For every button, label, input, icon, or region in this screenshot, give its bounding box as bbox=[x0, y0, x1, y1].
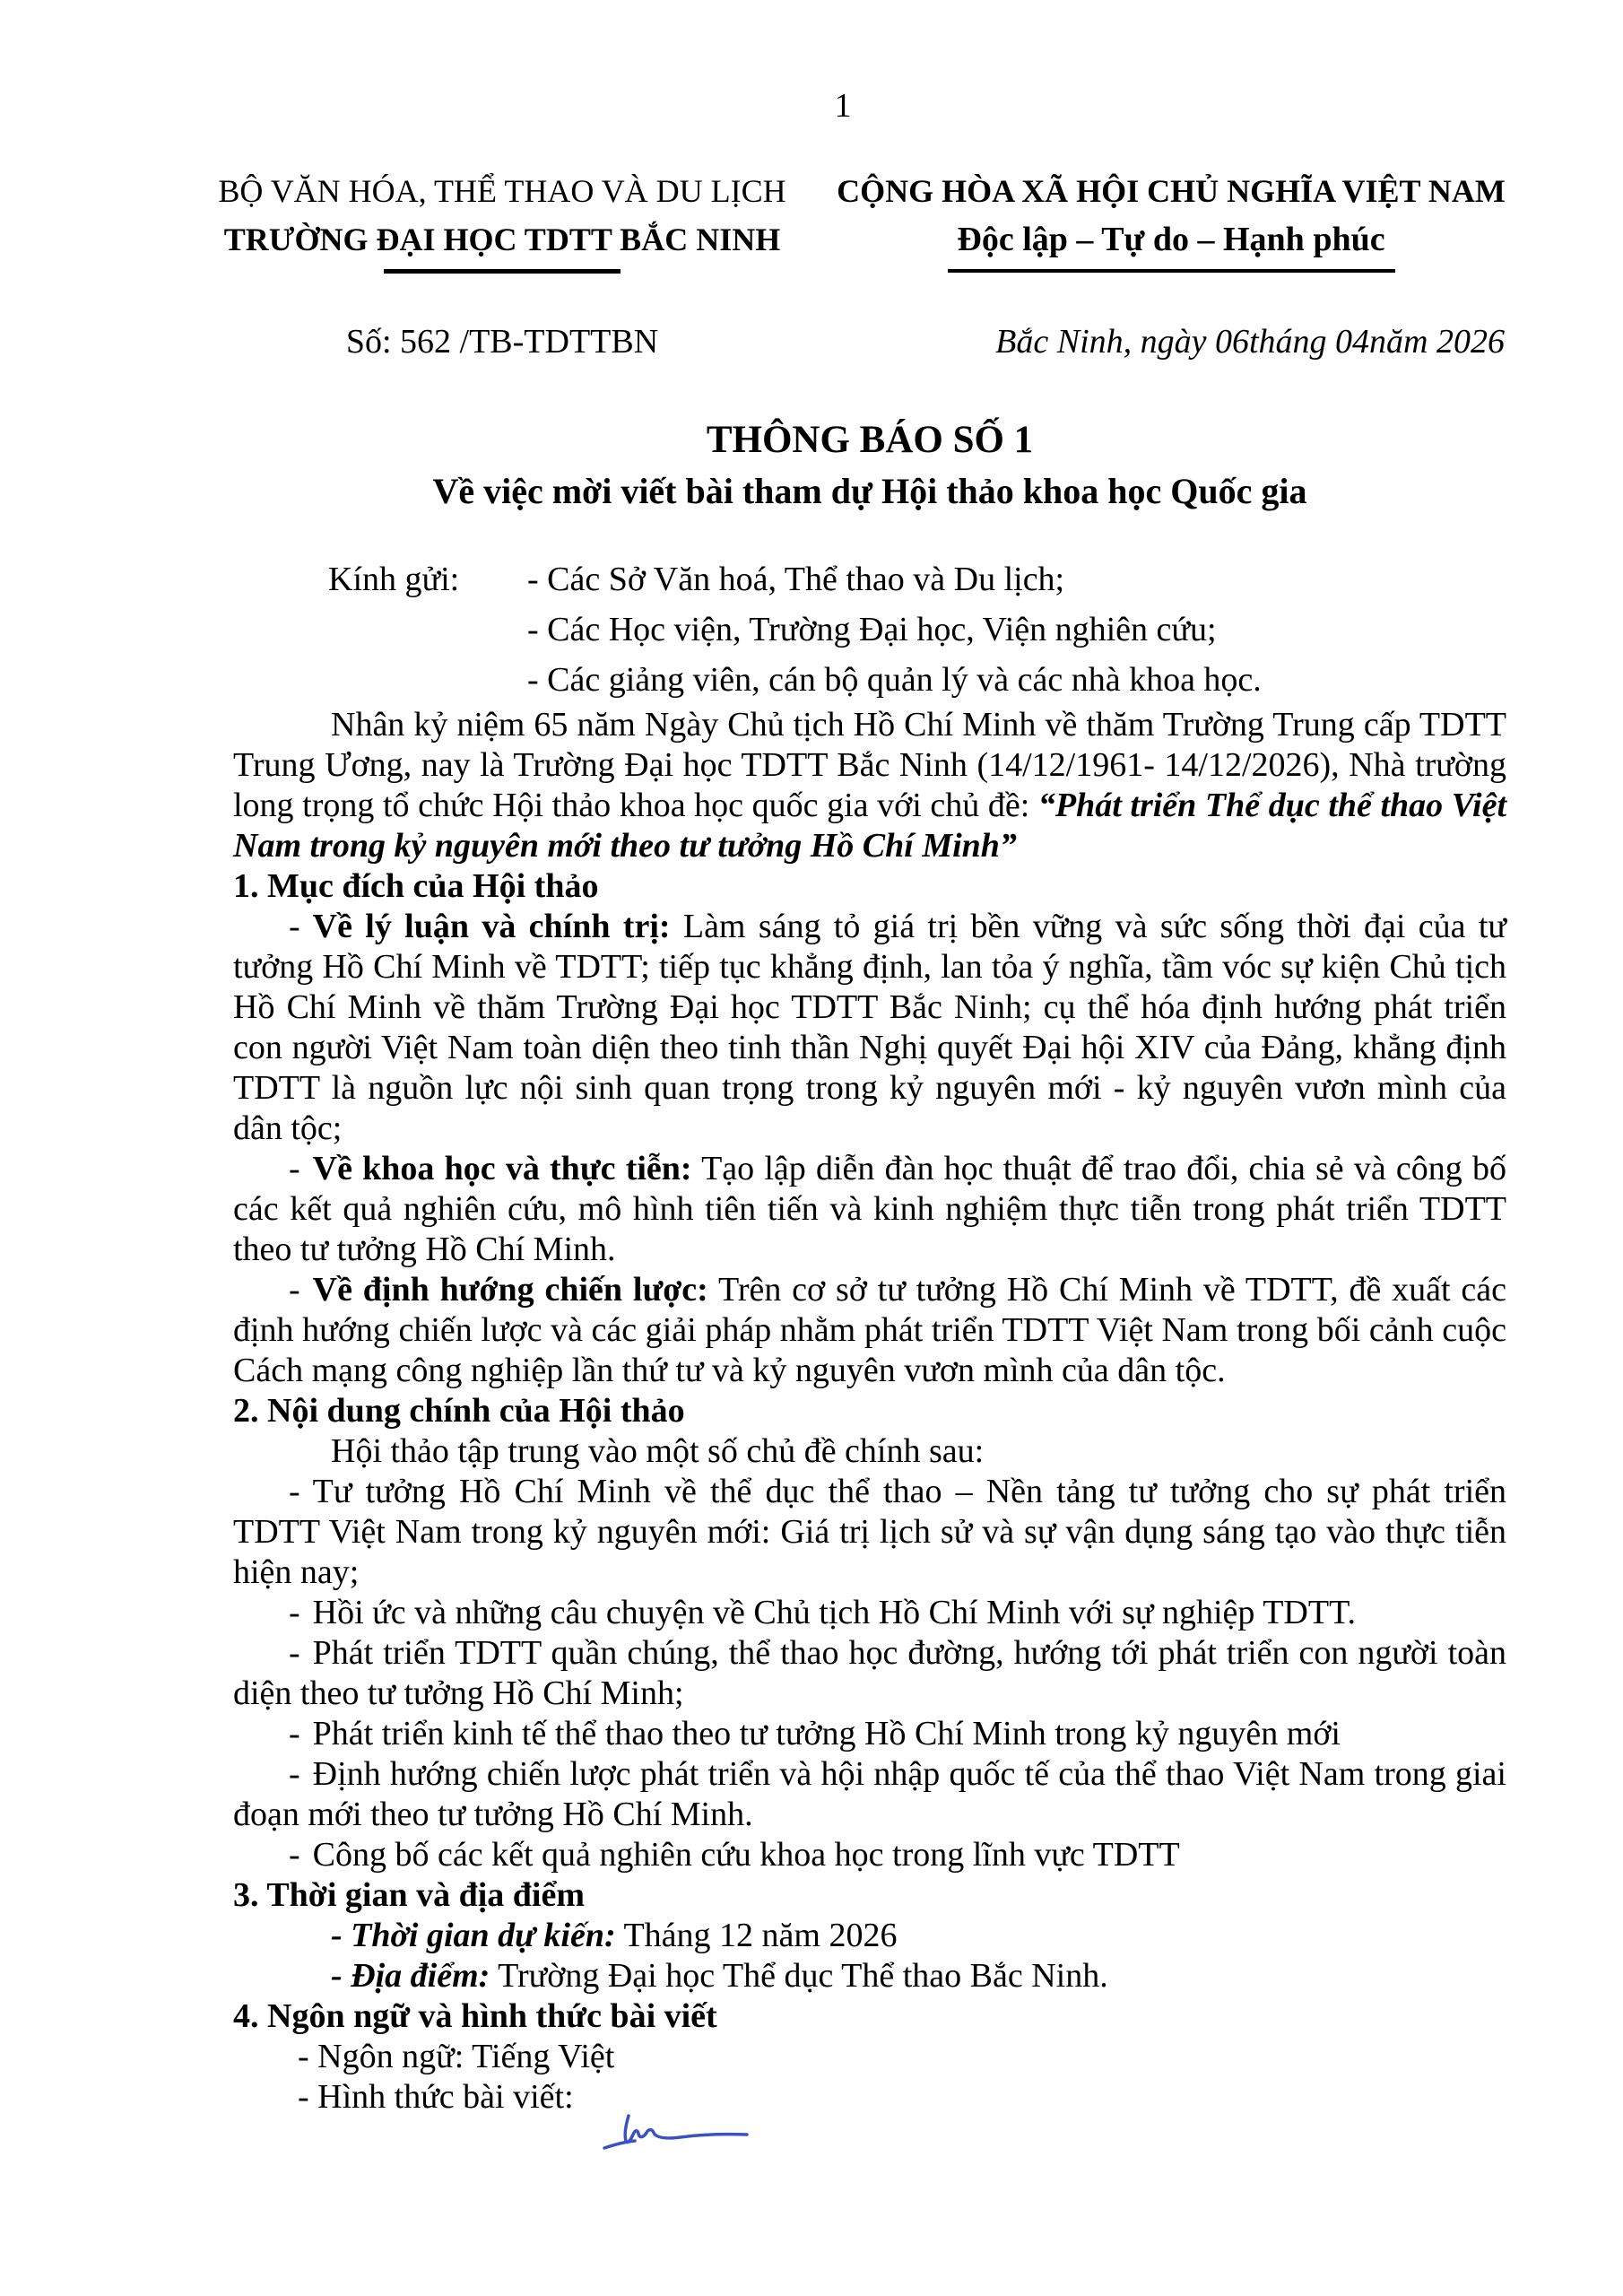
purpose-lead: Về khoa học và thực tiễn: bbox=[312, 1150, 692, 1187]
place-and-date: Bắc Ninh, ngày 06tháng 04năm 2026 bbox=[995, 323, 1505, 361]
time-item bbox=[233, 1916, 1506, 1956]
signature-scribble bbox=[601, 2110, 753, 2155]
intro-text: Nhân kỷ niệm 65 năm Ngày Chủ tịch Hồ Chí Minh về thăm Trường Trung cấp TDTT Trung Ương, nay là Trường Đại học TDTT Bắc Ninh (14/12/1961- 14/12/2026), Nhà trường long trọng tổ chức Hội thảo khoa học quốc gia với chủ đề: bbox=[233, 706, 1506, 824]
language-item: - Ngôn ngữ: Tiếng Việt bbox=[298, 2038, 615, 2075]
topic-text: Phát triển kinh tế thể thao theo tư tưởng Hồ Chí Minh trong kỷ nguyên mới bbox=[312, 1715, 1341, 1752]
recipient-item: - Các Học viện, Trường Đại học, Viện nghiên cứu; bbox=[527, 611, 1217, 648]
format-item: - Hình thức bài viết: bbox=[298, 2078, 574, 2116]
purpose-item bbox=[233, 1149, 1506, 1270]
bullet-dash: - bbox=[289, 1473, 300, 1510]
section-4-heading: 4. Ngôn ngữ và hình thức bài viết bbox=[233, 1997, 717, 2035]
purpose-lead: Về định hướng chiến lược: bbox=[312, 1271, 708, 1309]
bullet-dash: - bbox=[289, 1755, 300, 1793]
document-number: Số: 562 /TB-TDTTBN bbox=[345, 323, 659, 361]
bullet-dash: - bbox=[289, 908, 300, 945]
topic-text: Công bố các kết quả nghiên cứu khoa học trong lĩnh vực TDTT bbox=[312, 1836, 1180, 1874]
topic-item bbox=[233, 1593, 1506, 1633]
bullet-dash: - bbox=[289, 1271, 300, 1309]
intro-paragraph bbox=[233, 705, 1506, 866]
bullet-dash: - bbox=[289, 1634, 300, 1672]
national-title: CỘNG HÒA XÃ HỘI CHỦ NGHĨA VIỆT NAM bbox=[837, 173, 1506, 209]
bullet-dash: - bbox=[289, 1150, 300, 1187]
reference-row bbox=[0, 322, 1623, 362]
bullet-dash: - bbox=[289, 1715, 300, 1752]
time-label: - Thời gian dự kiến: bbox=[331, 1917, 616, 1954]
topic-text: Định hướng chiến lược phát triển và hội nhập quốc tế của thể thao Việt Nam trong giai đoạn mới theo tư tưởng Hồ Chí Minh. bbox=[233, 1755, 1506, 1833]
purpose-item bbox=[233, 1270, 1506, 1391]
topics-intro: Hội thảo tập trung vào một số chủ đề chính sau: bbox=[331, 1432, 985, 1470]
purpose-text: Tạo lập diễn đàn học thuật để trao đổi, chia sẻ và công bố các kết quả nghiên cứu, mô hình tiên tiến và kinh nghiệm thực tiễn trong phát triển TDTT theo tư tưởng Hồ Chí Minh. bbox=[233, 1150, 1506, 1268]
header-national bbox=[834, 167, 1508, 274]
page-number: 1 bbox=[834, 87, 852, 125]
venue-label: - Địa điểm: bbox=[331, 1957, 490, 1995]
purpose-lead: Về lý luận và chính trị: bbox=[312, 908, 671, 945]
motto-underline bbox=[948, 269, 1395, 273]
recipient-item: - Các Sở Văn hoá, Thể thao và Du lịch; bbox=[527, 561, 1065, 598]
purpose-text: Làm sáng tỏ giá trị bền vững và sức sống thời đại của tư tưởng Hồ Chí Minh về TDTT; tiếp tục khẳng định, lan tỏa ý nghĩa, tầm vóc sự kiện Chủ tịch Hồ Chí Minh về thăm Trường Đại học TDTT Bắc Ninh; cụ thể hóa định hướng phát triển con người Việt Nam toàn diện theo tinh thần Nghị quyết Đại hội XIV của Đảng, khẳng định TDTT là nguồn lực nội sinh quan trọng trong kỷ nguyên mới - kỷ nguyên vươn mình của dân tộc; bbox=[233, 908, 1506, 1147]
header-issuing-org bbox=[213, 167, 791, 274]
document-title: THÔNG BÁO SỐ 1 bbox=[706, 419, 1034, 461]
topic-text: Tư tưởng Hồ Chí Minh về thể dục thể thao – Nền tảng tư tưởng cho sự phát triển TDTT Việt Nam trong kỷ nguyên mới: Giá trị lịch sử và sự vận dụng sáng tạo vào thực tiễn hiện nay; bbox=[233, 1473, 1506, 1591]
salutation: Kính gửi: bbox=[328, 561, 460, 598]
university-name: TRƯỜNG ĐẠI HỌC TDTT BẮC NINH bbox=[223, 222, 781, 257]
topic-text: Hồi ức và những câu chuyện về Chủ tịch Hồ Chí Minh với sự nghiệp TDTT. bbox=[312, 1594, 1356, 1631]
purpose-text: Trên cơ sở tư tưởng Hồ Chí Minh về TDTT, đề xuất các định hướng chiến lược và các giải pháp nhằm phát triển TDTT Việt Nam trong bối cảnh cuộc Cách mạng công nghiệp lần thứ tư và kỷ nguyên vươn mình của dân tộc. bbox=[233, 1271, 1506, 1389]
document-header bbox=[0, 167, 1623, 274]
venue-value: Trường Đại học Thể dục Thể thao Bắc Ninh. bbox=[490, 1957, 1108, 1995]
bullet-dash: - bbox=[289, 1836, 300, 1874]
national-motto: Độc lập – Tự do – Hạnh phúc bbox=[957, 221, 1385, 258]
topic-item bbox=[233, 1835, 1506, 1875]
recipient-list bbox=[527, 554, 1262, 705]
section-2-heading: 2. Nội dung chính của Hội thảo bbox=[233, 1392, 685, 1430]
recipient-item: - Các giảng viên, cán bộ quản lý và các nhà khoa học. bbox=[527, 661, 1262, 699]
bullet-dash: - bbox=[289, 1594, 300, 1631]
document-subtitle: Về việc mời viết bài tham dự Hội thảo khoa học Quốc gia bbox=[432, 471, 1307, 511]
venue-item bbox=[233, 1956, 1506, 1996]
recipients-block bbox=[328, 554, 1623, 705]
purpose-item bbox=[233, 907, 1506, 1149]
topic-text: Phát triển TDTT quần chúng, thể thao học đường, hướng tới phát triển con người toàn diện theo tư tưởng Hồ Chí Minh; bbox=[233, 1634, 1506, 1712]
signature-row bbox=[601, 2110, 1506, 2157]
topic-item bbox=[233, 1633, 1506, 1714]
conference-theme: “Phát triển Thể dục thể thao Việt Nam trong kỷ nguyên mới theo tư tưởng Hồ Chí Minh” bbox=[233, 787, 1507, 865]
topic-item bbox=[233, 1754, 1506, 1835]
ministry-name: BỘ VĂN HÓA, THỂ THAO VÀ DU LỊCH bbox=[218, 173, 786, 209]
topic-item bbox=[233, 1714, 1506, 1754]
document-body bbox=[233, 705, 1506, 2157]
university-underline bbox=[384, 269, 621, 274]
section-3-heading: 3. Thời gian và địa điểm bbox=[233, 1876, 585, 1914]
topic-item bbox=[233, 1472, 1506, 1593]
time-value: Tháng 12 năm 2026 bbox=[615, 1917, 898, 1954]
section-1-heading: 1. Mục đích của Hội thảo bbox=[233, 867, 599, 905]
title-block bbox=[233, 418, 1506, 511]
